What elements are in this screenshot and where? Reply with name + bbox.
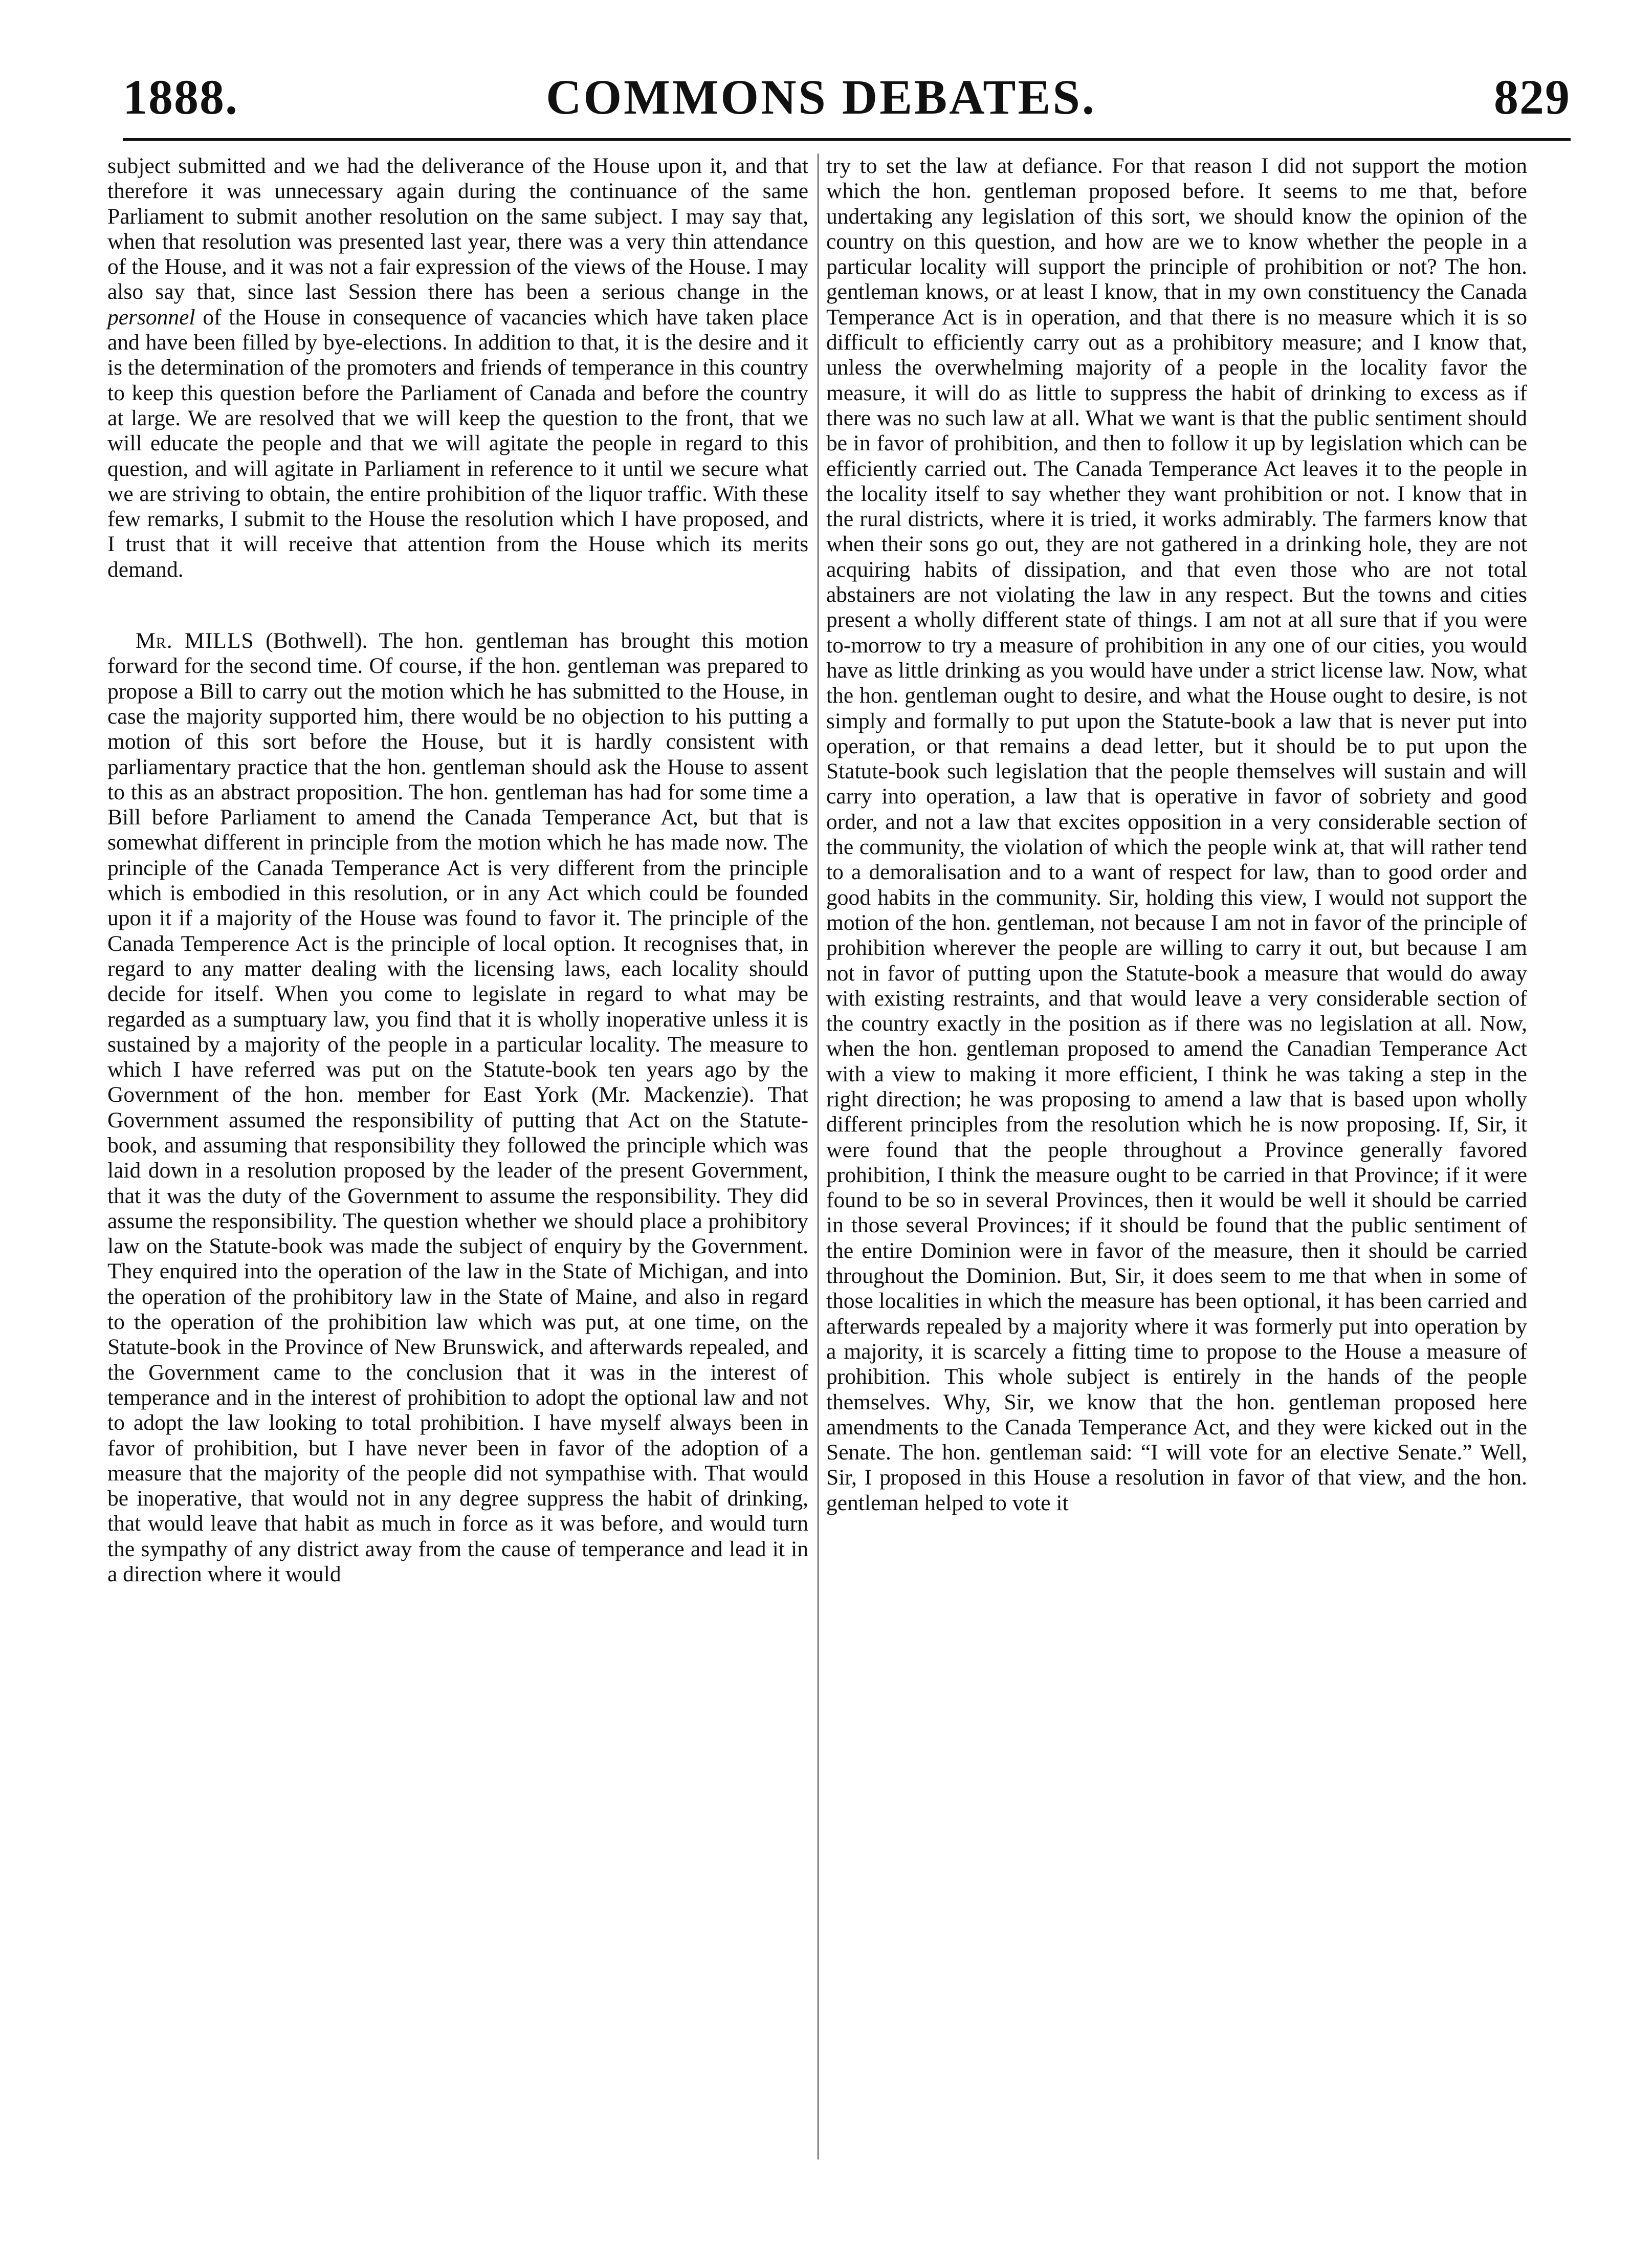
column-divider <box>818 154 819 2160</box>
paragraph-text: The hon. gentleman has brought this motion forward for the second time. Of course, if the hon. gentleman was prepared to propose a Bill to carry out the motion which he has submitted to the House, in case the majority supported him, there would be no objection to his putting a motion of this sort before the House, but it is hardly consistent with parliamentary practice that the hon. gentleman should ask the House to assent to this as an abstract proposition. The hon. gentleman has had for some time a Bill before Parliament to amend the Canada Temperance Act, but that is somewhat different in principle from the motion which he has made now. The principle of the Canada Temperance Act is very different from the principle which is embodied in this resolution, or in any Act which could be founded upon it if a majority of the House was found to favor it. The principle of the Canada Temperence Act is the principle of local option. It recognises that, in regard to any matter dealing with the licensing laws, each locality should decide for itself. When you come to legislate in regard to what may be regarded as a sumptuary law, you find that it is wholly inoperative unless it is sustained by a majority of the people in a particular locality. The measure to which I have referred was put on the Statute-book ten years ago by the Government of the hon. member for East York (Mr. Mackenzie). That Government assumed the responsibility of putting that Act on the Statute-book, and assuming that responsibility they followed the principle which was laid down in a resolution proposed by the leader of the present Government, that it was the duty of the Government to assume the responsibility. They did assume the responsibility. The question whether we should place a prohibitory law on the Statute-book was made the subject of enquiry by the Government. They enquired into the operation of the law in the State of Michigan, and into the operation of the prohibitory law in the State of Maine, and also in regard to the operation of the prohibition law which was put, at one time, on the Statute-book in the Province of New Brunswick, and afterwards repealed, and the Government came to the conclusion that it was in the interest of temperance and in the interest of prohibition to adopt the optional law and not to adopt the law looking to total prohibition. I have myself always been in favor of prohibition, but I have never been in favor of the adoption of a measure that the majority of the people did not sympathise with. That would be inoperative, that would not in any degree suppress the habit of drinking, that would leave that habit as much in force as it was before, and would turn the sympathy of any district away from the cause of temperance and lead it in a direction where it would <box>107 628 808 1587</box>
header-rule <box>123 138 1571 141</box>
page-header <box>72 67 1571 128</box>
speech-paragraph <box>107 628 808 1587</box>
paragraph-gap <box>107 582 808 628</box>
italic-term: personnel <box>107 304 195 330</box>
paragraph-text: try to set the law at defiance. For that reason I did not support the motion which the hon. gentleman proposed before. It seems to me that, before undertaking any legislation of this sort, we should know the opinion of the country on this question, and how are we to know whether the people in a particular locality will support the principle of prohibition or not? The hon. gentleman knows, or at least I know, that in my own constituency the Canada Temperance Act is in operation, and that there is no measure which it is so difficult to efficiently carry out as a prohibitory measure; and I know that, unless the overwhelming majority of a people in the locality favor the measure, it will do as little to suppress the habit of drinking to excess as if there was no such law at all. What we want is that the public sentiment should be in favor of prohibition, and then to follow it up by legislation which can be efficiently carried out. The Canada Temperance Act leaves it to the people in the locality itself to say whether they want prohibition or not. I know that in the rural districts, where it is tried, it works admirably. The farmers know that when their sons go out, they are not gathered in a drinking hole, they are not acquiring habits of dissipation, and that even those who are not total abstainers are not violating the law in any respect. But the towns and cities present a wholly different state of things. I am not at all sure that if you were to-morrow to try a measure of prohibition in any one of our cities, you would have as little drinking as you would have under a strict license law. Now, what the hon. gentleman ought to desire, and what the House ought to desire, is not simply and formally to put upon the Statute-book a law that is never put into operation, or that remains a dead letter, but it should be to put upon the Statute-book such legislation that the people themselves will sustain and will carry into operation, a law that is operative in favor of sobriety and good order, and not a law that excites opposition in a very considerable section of the community, the violation of which the people wink at, that will rather tend to a demoralisation and to a want of respect for law, than to good order and good habits in the community. Sir, holding this view, I would not support the motion of the hon. gentleman, not because I am not in favor of the principle of prohibition wherever the people are willing to carry it out, but because I am not in favor of putting upon the Statute-book a measure that would do away with existing restraints, and that would leave a very considerable section of the country exactly in the position as if there was no legislation at all. Now, when the hon. gentleman proposed to amend the Canadian Temperance Act with a view to making it more efficient, I think he was taking a step in the right direction; he was proposing to amend a law that is based upon wholly different principles from the resolution which he is now proposing. If, Sir, it were found that the people throughout a Province generally favored prohibition, I think the measure ought to be carried in that Province; if it were found to be so in several Provinces, then it would be well it should be carried in those several Provinces; if it should be found that the public sentiment of the entire Dominion were in favor of the measure, then it should be carried throughout the Dominion. But, Sir, it does seem to me that when in some of those localities in which the measure has been optional, it has been carried and afterwards repealed by a majority where it was formerly put into operation by a majority, it is scarcely a fitting time to propose to the House a measure of prohibition. This whole subject is entirely in the hands of the people themselves. Why, Sir, we know that the hon. gentleman proposed here amendments to the Canada Temperance Act, and they were kicked out in the Senate. The hon. gentleman said: “I will vote for an elective Senate.” Well, Sir, I proposed in this House a resolution in favor of that view, and the hon. gentleman helped to vote it <box>826 154 1527 1515</box>
left-column <box>107 154 808 1587</box>
paragraph-continued <box>107 154 808 582</box>
header-title: COMMONS DEBATES. <box>546 70 1096 124</box>
speaker-riding: (Bothwell). <box>266 628 368 653</box>
header-year: 1888. <box>123 70 238 124</box>
right-column <box>826 154 1527 1516</box>
paragraph-text: of the House in consequence of vacancies which have taken place and have been filled by bye-elections. In addition to that, it is the desire and it is the determination of the promoters and friends of temperance in this country to keep this question before the Parliament of Canada and before the country at large. We are resolved that we will keep the question to the front, that we will educate the people and that we will agitate the people in regard to this question, and will agitate in Parliament in reference to it until we secure what we are striving to obtain, the entire prohibition of the liquor traffic. With these few remarks, I submit to the House the resolution which I have proposed, and I trust that it will receive that attention from the House which its merits demand. <box>107 304 809 582</box>
speaker-name: Mr. MILLS <box>136 628 254 653</box>
paragraph-text: subject submitted and we had the deliverance of the House upon it, and that therefore it was unnecessary again during the continuance of the same Parliament to submit another resolution on the same subject. I may say that, when that resolution was presented last year, there was a very thin attendance of the House, and it was not a fair expression of the views of the House. I may also say that, since last Session there has been a serious change in the <box>107 154 808 304</box>
header-page-number: 829 <box>1494 70 1571 124</box>
